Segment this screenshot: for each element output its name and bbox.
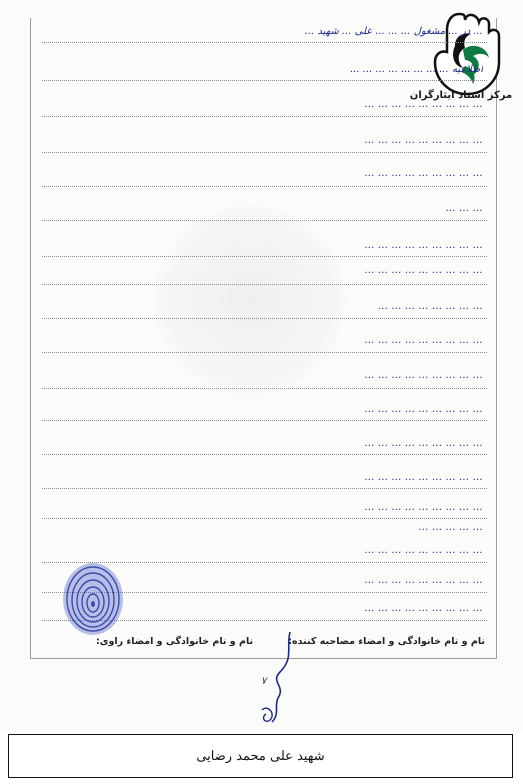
handwritten-line: ... ... ... ... ... ... ... ... ...	[364, 502, 483, 513]
ruled-line	[42, 318, 487, 319]
caption-box	[8, 734, 513, 778]
ruled-line	[42, 186, 487, 187]
handwritten-line: ... ... ... ... ... ... ... ... ...	[364, 545, 483, 556]
ruled-line	[42, 388, 487, 389]
handwritten-line: ... ... ... ... ... ... ... ... ...	[364, 603, 483, 614]
ruled-line	[42, 220, 487, 221]
ruled-line	[42, 152, 487, 153]
narrator-signature-label: نام و نام خانوادگی و امضاء راوی:	[96, 636, 254, 647]
handwritten-line: ... ... ... ... ... ... ... ... ...	[364, 370, 483, 381]
ruled-line	[42, 352, 487, 353]
ruled-line	[42, 80, 487, 81]
ruled-line	[42, 42, 487, 43]
logo-text: مرکز اسناد ایثارگران	[409, 90, 513, 101]
ruled-line	[42, 256, 487, 257]
interviewer-signature-label: نام و نام خانوادگی و امضاء مصاحبه کننده:	[288, 636, 485, 647]
ruled-line	[42, 454, 487, 455]
handwritten-line: ... ... ... ... ... ... ... ... ...	[364, 438, 483, 449]
page-number: ۷	[261, 676, 267, 687]
handwritten-line: ... ... ... ... ... ... ... ...	[378, 301, 483, 312]
fingerprint-icon	[58, 560, 128, 638]
ruled-line	[42, 420, 487, 421]
handwritten-line: ... ... ... ... ... ... ... ... ...	[364, 404, 483, 415]
ruled-line	[42, 284, 487, 285]
ruled-line	[42, 518, 487, 519]
handwritten-line: ... ... ... ... ... ... ... ... ...	[364, 240, 483, 251]
ruled-line	[42, 488, 487, 489]
handwritten-line: ... ... ... ... ... ... ... ... ...	[364, 168, 483, 179]
handwritten-line: ... در ... مشغول ... ... ... علی ... شهید ...	[304, 26, 483, 37]
handwritten-line: ... ... ... ... ... ... ... ... ...	[364, 335, 483, 346]
handwritten-line: ... ... ... ... ... ... ... ... ...	[364, 135, 483, 146]
handwritten-line: ... ... ... ... ... ... ... ... ...	[364, 472, 483, 483]
handwritten-line: ... ... ... ... ... ... ... ... ...	[364, 265, 483, 276]
handwritten-line: ... ... ... ... ... ... ... ... ...	[364, 99, 483, 110]
handwritten-line: ... ... ... ... ... ... ... ... ...	[364, 575, 483, 586]
handwritten-line: ... ... ... ... ...	[418, 522, 483, 533]
handwritten-line: ... ... ...	[445, 203, 483, 214]
caption-text: شهید علی محمد رضایی	[196, 748, 325, 764]
ruled-line	[42, 116, 487, 117]
handwritten-line: اطلاعیه ... ... ... ... ... ... ... ...	[350, 64, 483, 75]
